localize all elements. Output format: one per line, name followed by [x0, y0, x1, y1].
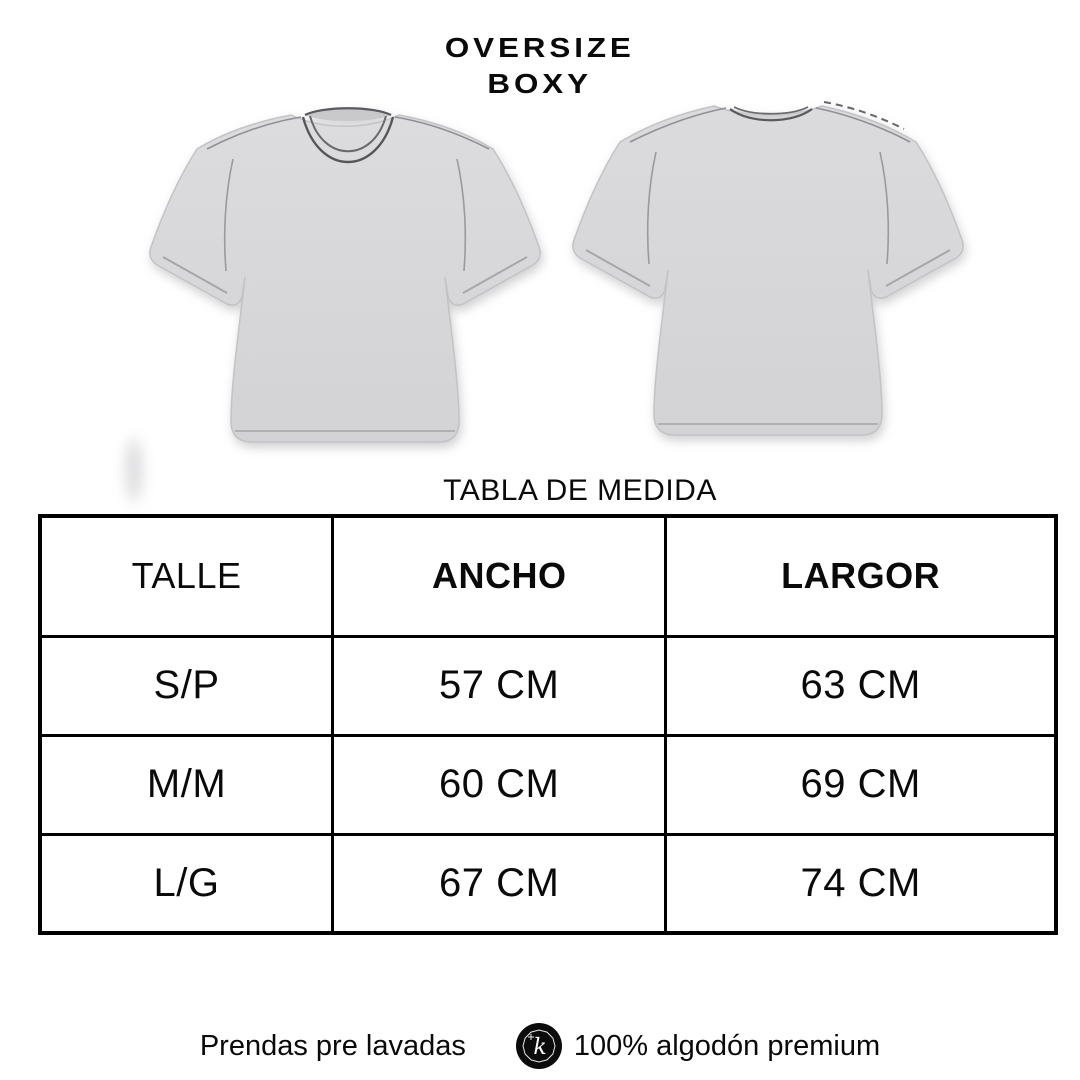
size-label: S/P	[40, 636, 333, 735]
pre-washed-note: Prendas pre lavadas	[199, 1029, 466, 1062]
width-value: 67 CM	[333, 834, 666, 933]
width-value: 60 CM	[333, 735, 666, 834]
title-line-2: BOXY	[487, 68, 593, 99]
size-table	[38, 514, 1058, 935]
tshirt-back-illustration	[558, 80, 978, 450]
title-line-1: OVERSIZE	[445, 32, 635, 63]
table-row-sp	[40, 636, 1056, 735]
column-header-talle: TALLE	[40, 516, 333, 636]
length-value: 74 CM	[666, 834, 1056, 933]
care-info-footer	[0, 1022, 1080, 1070]
column-header-ancho: ANCHO	[333, 516, 666, 636]
size-table-caption: TABLA DE MEDIDA	[443, 474, 717, 507]
table-row-mm	[40, 735, 1056, 834]
size-table-header-row	[40, 516, 1056, 636]
brand-k-stamp-icon	[516, 1023, 562, 1069]
size-label: L/G	[40, 834, 333, 933]
tee-front-body	[150, 115, 540, 442]
column-header-largor: LARGOR	[666, 516, 1056, 636]
cotton-note: 100% algodón premium	[573, 1029, 881, 1062]
stamp-letter: k	[533, 1035, 547, 1060]
length-value: 69 CM	[666, 735, 1056, 834]
table-row-lg	[40, 834, 1056, 933]
length-value: 63 CM	[666, 636, 1056, 735]
tee-back-body	[573, 106, 963, 435]
tshirt-front-illustration	[135, 85, 555, 455]
size-label: M/M	[40, 735, 333, 834]
width-value: 57 CM	[333, 636, 666, 735]
